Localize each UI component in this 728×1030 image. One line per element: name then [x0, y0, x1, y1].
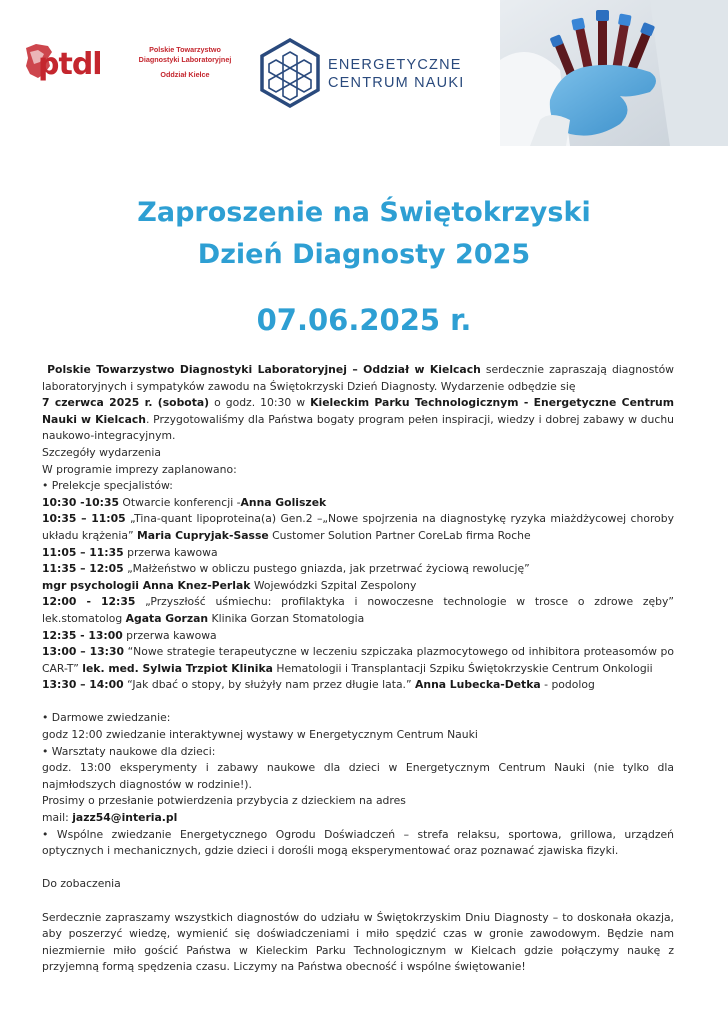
program-intro: W programie imprezy zaplanowano: [42, 462, 237, 476]
header [0, 0, 728, 170]
program-item [42, 594, 674, 627]
mail-line [42, 810, 674, 827]
program-item [42, 578, 674, 595]
program-time: 10:30 -10:35 [42, 495, 119, 509]
program-item [42, 561, 674, 578]
program-time: 10:35 – 11:05 [42, 512, 126, 526]
program-item [42, 677, 674, 694]
program-after: - podolog [540, 678, 595, 692]
tour-text: godz 12:00 zwiedzanie interaktywnej wystawy w Energetycznym Centrum Nauki [42, 728, 478, 742]
program-speaker: Anna Goliszek [240, 495, 327, 509]
intro-text-3: . Przygotowaliśmy dla Państwa bogaty program pełen inspiracji, wiedzy i dobrej zabawy w duchu naukowo-integracyjnym. [42, 412, 674, 443]
program-item [42, 511, 674, 544]
confirm-text: Prosimy o przesłanie potwierdzenia przybycia z dzieckiem na adres [42, 794, 406, 808]
program-item [42, 545, 674, 562]
program-speaker: mgr psychologii Anna Knez-Perlak [42, 578, 251, 592]
program-text: “Nowe strategie terapeutyczne w leczeniu szpiczaka plazmocytowego od inhibitora proteasomów po CAR-T” [42, 645, 675, 675]
ptdl-name-line3: Oddział Kielce [160, 70, 210, 79]
program-text: „Małżeństwo w obliczu pustego gniazda, jak przetrwać życiową rewolucję” [123, 562, 530, 576]
program-speaker: Maria Cupryjak-Sasse [137, 528, 269, 542]
program-after: Hematologii i Transplantacji Szpiku Świętokrzyskie Centrum Onkologii [272, 661, 653, 675]
spacer [42, 860, 674, 877]
tour-heading: • Darmowe zwiedzanie: [42, 711, 171, 725]
program-speaker: Agata Gorzan [125, 611, 209, 625]
program-after: Customer Solution Partner CoreLab firma Roche [268, 528, 531, 542]
intro-paragraph-2 [42, 395, 674, 445]
garden-text: • Wspólne zwiedzanie Energetycznego Ogrodu Doświadczeń – strefa relaksu, sportowa, grillowa, urządzeń optycznych i mechanicznych, gdzie dzieci i dorośli mogą eksperymentować oraz poznawać zjawiska fizyki. [42, 827, 674, 858]
ptdl-logo-text: ptdl [38, 47, 102, 82]
mail-label: mail: [42, 811, 73, 825]
page-title [0, 192, 728, 276]
program-item [42, 628, 674, 645]
program-speaker: lek. med. Sylwia Trzpiot Klinika [82, 661, 273, 675]
ptdl-logo [22, 40, 132, 84]
workshops-heading: • Warsztaty naukowe dla dzieci: [42, 744, 216, 758]
ecn-name-line2: CENTRUM NAUKI [328, 75, 465, 91]
intro-organizer: Polskie Towarzystwo Diagnostyki Laboratoryjnej – Oddział w Kielcach [47, 363, 481, 376]
ptdl-name-line2: Diagnostyki Laboratoryjnej [138, 55, 232, 64]
program-item [42, 495, 674, 512]
program-time: 11:35 – 12:05 [42, 562, 124, 576]
program-text: “Jak dbać o stopy, by służyły nam przez długie lata.” [123, 678, 416, 692]
program-text: przerwa kawowa [122, 628, 217, 642]
program-time: 11:05 – 11:35 [42, 545, 124, 559]
mail-address: jazz54@interia.pl [72, 811, 178, 825]
ptdl-name-line1: Polskie Towarzystwo [149, 45, 221, 54]
blood-sample-tubes-photo [500, 0, 728, 146]
intro-paragraph [42, 362, 674, 395]
event-date: 07.06.2025 r. [256, 303, 472, 337]
see-you-text: Do zobaczenia [42, 877, 121, 891]
program-time: 13:00 – 13:30 [42, 645, 124, 659]
program-time: 12:00 - 12:35 [42, 595, 136, 609]
lectures-heading: • Prelekcje specjalistów: [42, 479, 173, 493]
ecn-hexagon-logo-icon [259, 38, 321, 108]
program-after: Klinika Gorzan Stomatologia [208, 611, 365, 625]
invitation-body [42, 362, 674, 976]
closing-paragraph: Serdecznie zapraszamy wszystkich diagnostów do udziału w Świętokrzyskim Dniu Diagnosty – to doskonała okazja, aby poszerzyć wiedzę, wymienić się doświadczeniami i miło spędzić czas w gronie zawodowym. Będzie nam niezmiernie miło gościć Państwa w Kieleckim Parku Technologicznym w Kielcach gdzie połączymy naukę z przyjemną formą spędzenia czasu. Liczymy na Państwa obecność i wspólne świętowanie! [42, 910, 674, 974]
title-line2: Dzień Diagnosty 2025 [197, 239, 531, 270]
ecn-name [328, 56, 464, 92]
intro-place: Kieleckim Parku Technologicznym - Energetyczne Centrum Nauki w Kielcach [42, 396, 674, 426]
program-text: przerwa kawowa [123, 545, 218, 559]
program-speaker: Anna Lubecka-Detka [415, 678, 541, 692]
program-item [42, 644, 674, 677]
spacer [42, 694, 674, 711]
program-text: „Tina-quant lipoproteina(a) Gen.2 –„Nowe spojrzenia na diagnostykę ryzyka miażdżycowej choroby układu krążenia” [42, 512, 674, 542]
ptdl-name [130, 45, 240, 80]
intro-text-2: o godz. 10:30 w [209, 396, 311, 410]
details-heading: Szczegóły wydarzenia [42, 445, 162, 459]
program-time: 13:30 – 14:00 [42, 678, 124, 692]
title-line1: Zaproszenie na Świętokrzyski [137, 197, 591, 228]
intro-text-1: serdecznie zapraszają diagnostów laboratoryjnych i sympatyków zawodu na Świętokrzyski Dzień Diagnosty. Wydarzenie odbędzie się [42, 363, 675, 393]
program-time: 12:35 - 13:00 [42, 628, 123, 642]
intro-date: 7 czerwca 2025 r. (sobota) [42, 396, 210, 410]
program-text: Otwarcie konferencji - [118, 495, 241, 509]
workshops-text: godz. 13:00 eksperymenty i zabawy naukowe dla dzieci w Energetycznym Centrum Nauki (nie tylko dla najmłodszych diagnostów w rodzinie!). [42, 761, 674, 791]
program-after: Wojewódzki Szpital Zespolony [250, 578, 417, 592]
ecn-name-line1: ENERGETYCZNE [328, 57, 462, 73]
spacer [42, 893, 674, 910]
program-text: „Przyszłość uśmiechu: profilaktyka i nowoczesne technologie w trosce o zdrowe zęby” lek.stomatolog [42, 595, 674, 625]
